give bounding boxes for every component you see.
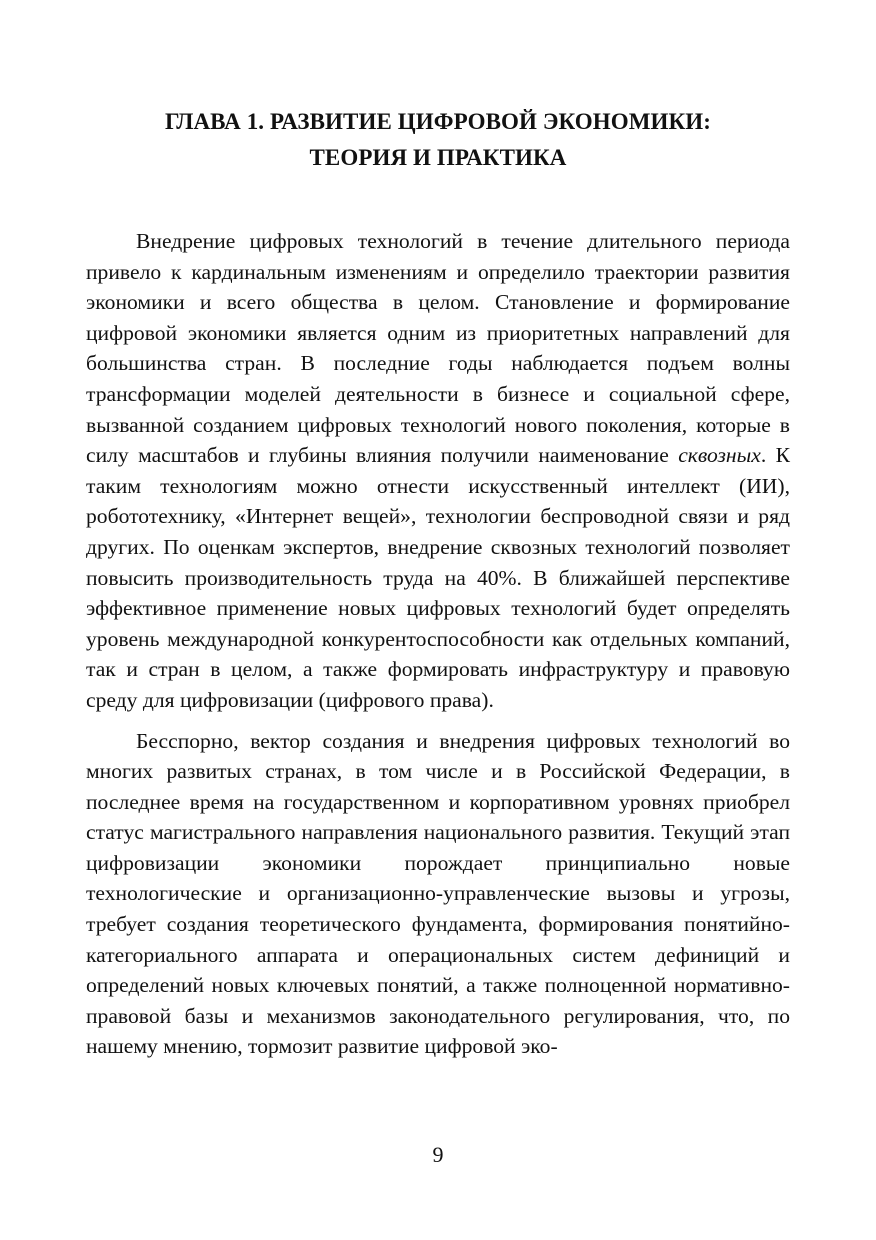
paragraph-1-text-start: Внедрение цифровых технологий в течение длительного периода привело к кардинальным изменениям и определило траектории развития экономики и всего общества в целом. Становление и формирование цифровой экономики является одним из приоритетных направлений для большинства стран. В последние годы наблюдается подъем волны трансформации моделей деятельности в бизнесе и социальной сфере, вызванной созданием цифровых технологий нового поколения, которые в силу масштабов и глубины влияния получили наименование: [86, 229, 790, 468]
body-text: [86, 226, 790, 1062]
paragraph-1-text-end: . К таким технологиям можно отнести искусственный интеллект (ИИ), робототехнику, «Интернет вещей», технологии беспроводной связи и ряд других. По оценкам экспертов, внедрение сквозных технологий позволяет повысить производительность труда на 40%. В ближайшей перспективе эффективное применение новых цифровых технологий будет определять уровень международной конкурентоспособности как отдельных компаний, так и стран в целом, а также формировать инфраструктуру и правовую среду для цифровизации (цифрового права).: [86, 443, 790, 712]
chapter-title: [86, 104, 790, 176]
italic-term: сквозных: [678, 443, 761, 468]
chapter-title-line-1: ГЛАВА 1. РАЗВИТИЕ ЦИФРОВОЙ ЭКОНОМИКИ:: [164, 109, 712, 134]
paragraph-1: [86, 226, 790, 716]
paragraph-2: Бесспорно, вектор создания и внедрения цифровых технологий во многих развитых странах, в том числе и в Российской Федерации, в последнее время на государственном и корпоративном уровнях приобрел статус магистрального направления национального развития. Текущий этап цифровизации экономики порождает принципиально новые технологические и организационно-управленческие вызовы и угрозы, требует создания теоретического фундамента, формирования понятийно-категориального аппарата и операциональных систем дефиниций и определений новых ключевых понятий, а также полноценной нормативно-правовой базы и механизмов законодательного регулирования, что, по нашему мнению, тормозит развитие цифровой эко-: [86, 728, 790, 1059]
page-number: 9: [432, 1142, 444, 1167]
chapter-title-line-2: ТЕОРИЯ И ПРАКТИКА: [309, 145, 567, 170]
